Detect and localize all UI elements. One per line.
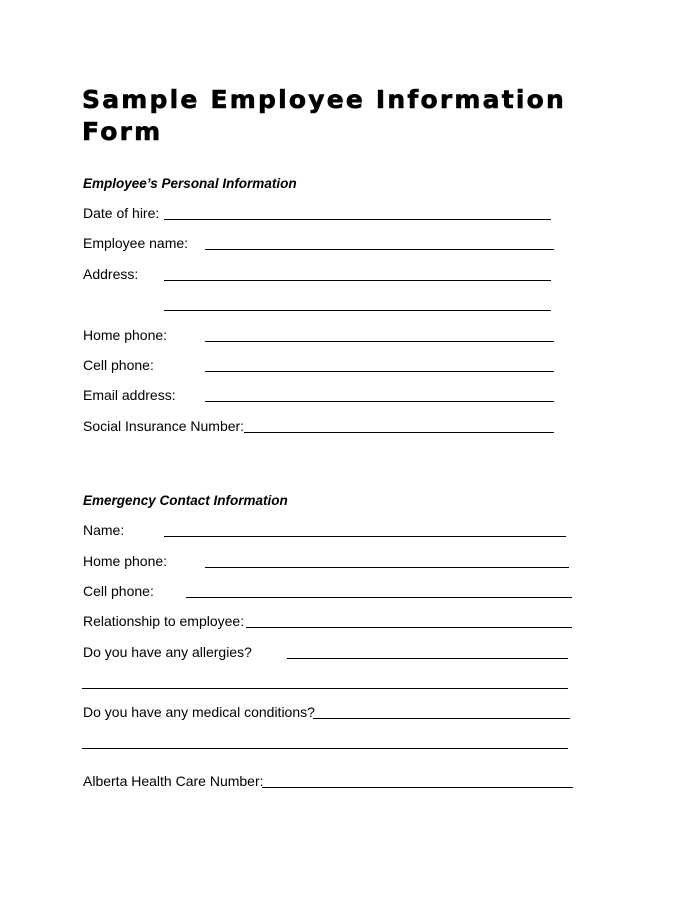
- label-relationship: Relationship to employee:: [83, 613, 245, 629]
- emergency-home-phone-field[interactable]: [205, 567, 569, 568]
- email-address-field[interactable]: [205, 401, 554, 402]
- label-social-insurance-number: Social Insurance Number:: [83, 418, 245, 434]
- label-alberta-health-care-number: Alberta Health Care Number:: [83, 773, 264, 789]
- label-emergency-cell-phone: Cell phone:: [83, 583, 154, 599]
- date-of-hire-field[interactable]: [164, 219, 551, 220]
- label-allergies: Do you have any allergies?: [83, 644, 252, 660]
- employee-name-field[interactable]: [205, 249, 554, 250]
- label-cell-phone: Cell phone:: [83, 357, 154, 373]
- emergency-name-field[interactable]: [164, 536, 566, 537]
- allergies-field[interactable]: [287, 658, 568, 659]
- label-emergency-home-phone: Home phone:: [83, 553, 168, 569]
- medical-conditions-field[interactable]: [313, 718, 570, 719]
- label-email-address: Email address:: [83, 387, 176, 403]
- label-date-of-hire: Date of hire:: [83, 205, 160, 221]
- label-employee-name: Employee name:: [83, 235, 189, 251]
- cell-phone-field[interactable]: [205, 371, 554, 372]
- section-heading-personal: Employee’s Personal Information: [83, 176, 297, 191]
- home-phone-field[interactable]: [205, 341, 554, 342]
- medical-conditions-field-line-2[interactable]: [82, 748, 568, 749]
- relationship-field[interactable]: [246, 627, 572, 628]
- section-heading-emergency: Emergency Contact Information: [83, 493, 288, 508]
- label-home-phone: Home phone:: [83, 327, 168, 343]
- address-field-line-2[interactable]: [164, 310, 551, 311]
- label-medical-conditions: Do you have any medical conditions?: [83, 704, 315, 720]
- emergency-cell-phone-field[interactable]: [186, 597, 572, 598]
- address-field-line-1[interactable]: [164, 280, 551, 281]
- title-line-1: Sample Employee Information: [82, 85, 567, 114]
- label-address: Address:: [83, 266, 139, 282]
- page-title: [82, 84, 566, 148]
- alberta-health-care-number-field[interactable]: [262, 787, 573, 788]
- title-line-2: Form: [82, 117, 163, 146]
- label-emergency-name: Name:: [83, 522, 125, 538]
- social-insurance-number-field[interactable]: [244, 432, 554, 433]
- allergies-field-line-2[interactable]: [82, 688, 568, 689]
